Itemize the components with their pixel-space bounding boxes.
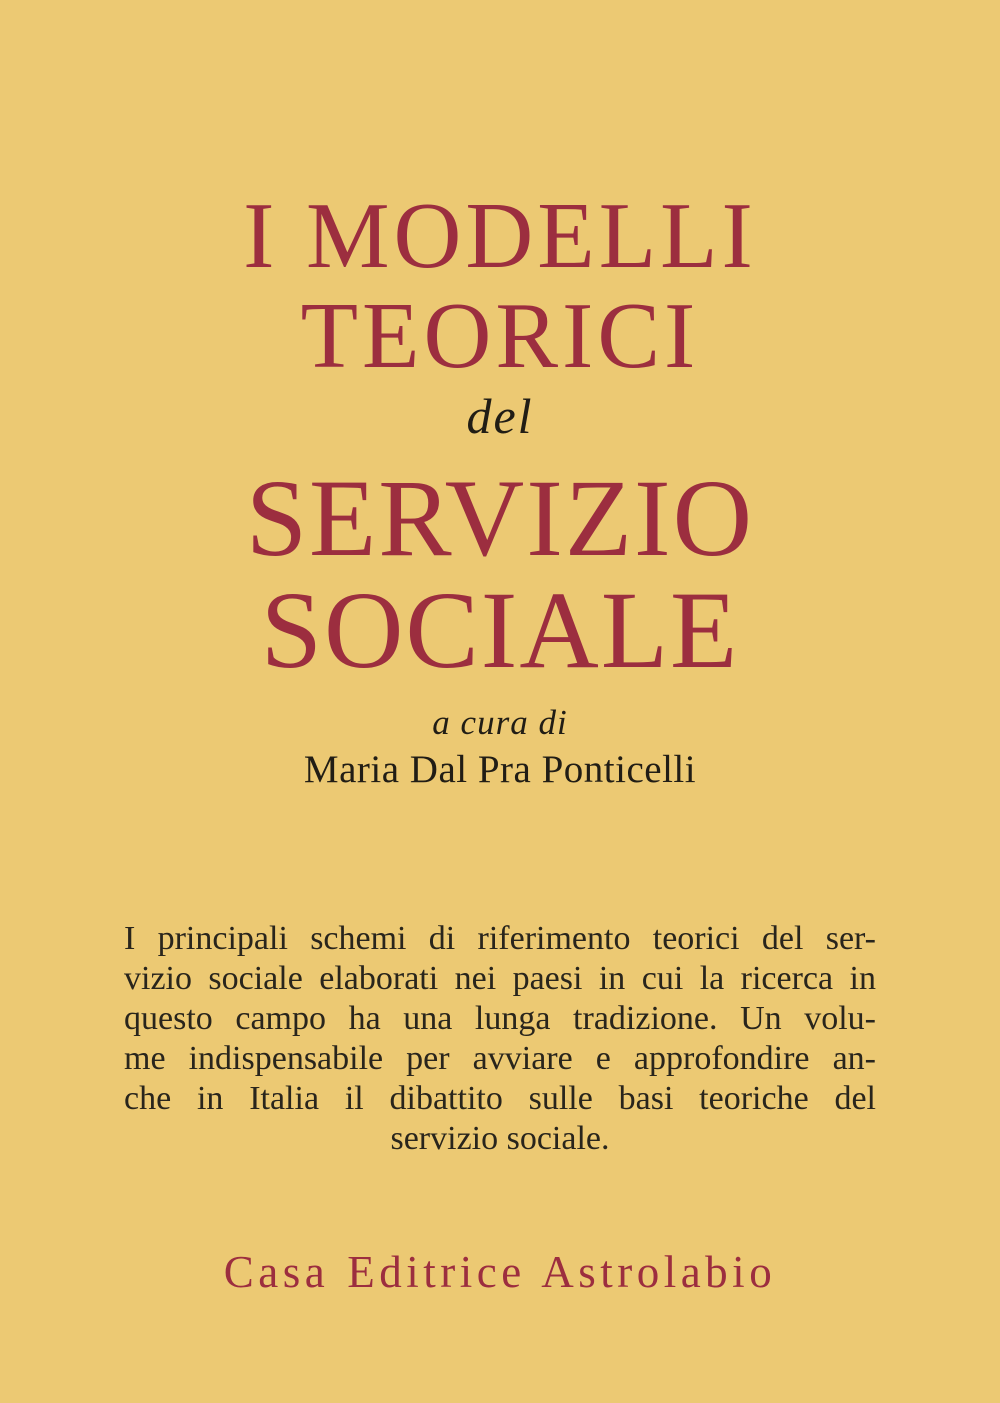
blurb-line: vizio sociale elaborati nei paesi in cui la ricerca in	[124, 960, 876, 997]
title-line-3: SERVIZIO	[245, 457, 755, 579]
title-line-2: TEORICI	[300, 284, 700, 388]
title-line-1: I MODELLI	[243, 184, 757, 288]
title-line-4: SOCIALE	[260, 569, 740, 691]
blurb-line: I principali schemi di riferimento teorici del ser-	[124, 920, 876, 957]
blurb-line: servizio sociale.	[390, 1120, 610, 1157]
back-blurb-paragraph	[124, 919, 876, 1159]
publisher-name: Casa Editrice Astrolabio	[223, 1247, 777, 1297]
curated-by-label: a cura di	[432, 703, 568, 742]
blurb-line: che in Italia il dibattito sulle basi teoriche del	[124, 1080, 876, 1117]
blurb-line: me indispensabile per avviare e approfondire an-	[124, 1040, 876, 1077]
title-connector: del	[466, 388, 534, 444]
book-title-upper	[0, 186, 1000, 386]
book-title-lower	[0, 457, 1000, 691]
editor-name: Maria Dal Pra Ponticelli	[303, 748, 697, 791]
blurb-line: questo campo ha una lunga tradizione. Un volu-	[124, 1000, 876, 1037]
